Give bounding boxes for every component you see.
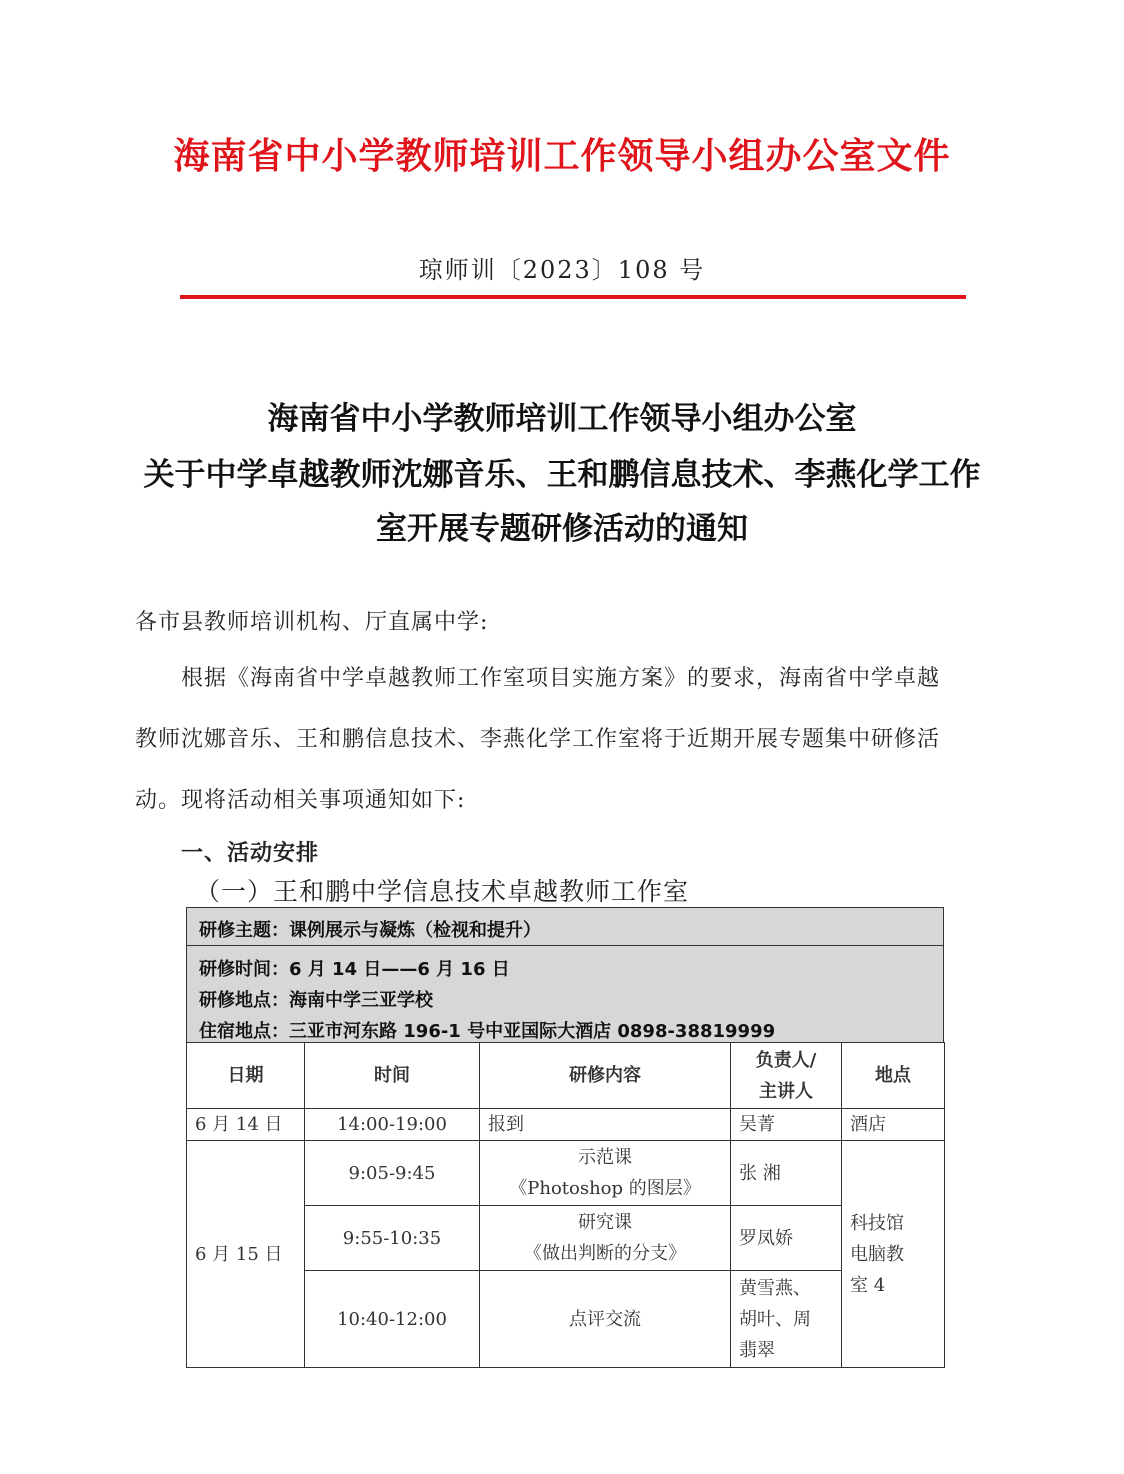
person-line-3: 翡翠 bbox=[739, 1339, 775, 1361]
header-date: 日期 bbox=[187, 1043, 305, 1109]
notice-title-line-3: 室开展专题研修活动的通知 bbox=[376, 511, 748, 547]
header-content: 研修内容 bbox=[480, 1043, 731, 1109]
header-person bbox=[731, 1043, 842, 1109]
cell-person bbox=[731, 1271, 842, 1368]
place-line-1: 科技馆 bbox=[850, 1212, 904, 1234]
info-place: 研修地点：海南中学三亚学校 bbox=[199, 990, 433, 1011]
cell-place-merged bbox=[842, 1141, 945, 1368]
cell-content bbox=[480, 1206, 731, 1271]
cell-time: 9:55-10:35 bbox=[305, 1206, 480, 1271]
notice-title-line-1: 海南省中小学教师培训工作领导小组办公室 bbox=[267, 401, 857, 437]
salutation: 各市县教师培训机构、厅直属中学: bbox=[135, 610, 489, 635]
content-title: 《Photoshop 的图层》 bbox=[509, 1178, 701, 1199]
info-lodging: 住宿地点：三亚市河东路 196-1 号中亚国际大酒店 0898-38819999 bbox=[199, 1021, 776, 1042]
header-time: 时间 bbox=[305, 1043, 480, 1109]
red-divider-line bbox=[180, 295, 966, 299]
subsection-heading: （一）王和鹏中学信息技术卓越教师工作室 bbox=[195, 877, 690, 906]
body-paragraph-line-3: 动。现将活动相关事项通知如下: bbox=[135, 788, 466, 813]
info-time: 研修时间：6 月 14 日——6 月 16 日 bbox=[199, 959, 510, 980]
cell-person: 张 湘 bbox=[731, 1141, 842, 1206]
cell-time: 9:05-9:45 bbox=[305, 1141, 480, 1206]
body-paragraph-line-1: 根据《海南省中学卓越教师工作室项目实施方案》的要求，海南省中学卓越 bbox=[181, 666, 941, 691]
body-paragraph-line-2: 教师沈娜音乐、王和鹏信息技术、李燕化学工作室将于近期开展专题集中研修活 bbox=[135, 727, 941, 752]
content-title: 《做出判断的分支》 bbox=[524, 1243, 686, 1264]
cell-date: 6 月 14 日 bbox=[187, 1109, 305, 1141]
person-line-1: 黄雪燕、 bbox=[739, 1277, 811, 1299]
section-heading: 一、活动安排 bbox=[181, 841, 320, 866]
table-header-row bbox=[187, 1043, 945, 1109]
table-row bbox=[187, 1141, 945, 1206]
cell-content: 点评交流 bbox=[480, 1271, 731, 1368]
header-person-line-1: 负责人/ bbox=[755, 1049, 817, 1071]
cell-time: 14:00-19:00 bbox=[305, 1109, 480, 1141]
cell-date-merged: 6 月 15 日 bbox=[187, 1141, 305, 1368]
header-place: 地点 bbox=[842, 1043, 945, 1109]
cell-content bbox=[480, 1141, 731, 1206]
place-line-3: 室 4 bbox=[850, 1274, 886, 1296]
notice-title-line-2: 关于中学卓越教师沈娜音乐、王和鹏信息技术、李燕化学工作 bbox=[143, 457, 981, 493]
cell-person: 罗凤娇 bbox=[731, 1206, 842, 1271]
header-person-line-2: 主讲人 bbox=[759, 1080, 813, 1102]
content-type: 示范课 bbox=[578, 1147, 632, 1168]
cell-person: 吴菁 bbox=[731, 1109, 842, 1141]
content-type: 研究课 bbox=[578, 1212, 632, 1233]
schedule-table bbox=[186, 1042, 945, 1368]
issuing-org-title: 海南省中小学教师培训工作领导小组办公室文件 bbox=[173, 135, 951, 177]
cell-time: 10:40-12:00 bbox=[305, 1271, 480, 1368]
cell-content: 报到 bbox=[480, 1109, 731, 1141]
place-line-2: 电脑教 bbox=[850, 1243, 904, 1265]
info-box-divider bbox=[186, 945, 944, 946]
person-line-2: 胡叶、周 bbox=[739, 1308, 811, 1330]
info-topic: 研修主题：课例展示与凝炼（检视和提升） bbox=[199, 920, 541, 941]
document-number: 琼师训〔2023〕108 号 bbox=[418, 256, 706, 284]
cell-place: 酒店 bbox=[842, 1109, 945, 1141]
table-row bbox=[187, 1109, 945, 1141]
